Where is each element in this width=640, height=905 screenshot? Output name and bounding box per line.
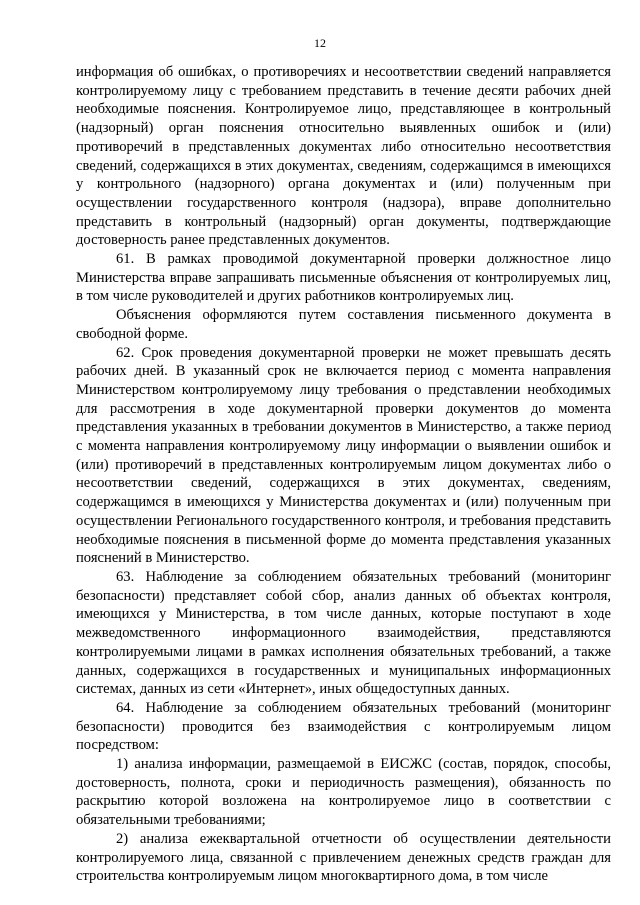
paragraph-62: 62. Срок проведения документарной проверки не может превышать десять рабочих дней. В указанный срок не включается период с момента направления Министерством контролируемому лицу требования о представлении необходимых для рассмотрения в ходе документарной проверки документов до момента представления указанных в требовании документов в Министерство, а также период с момента направления контролируемому лицу информации о выявлении ошибок и (или) противоречий в представленных контролируемым лицом документах либо о несоответствии сведений, содержащихся в этих документах, сведениям, содержащимся в имеющихся у Министерства документах и (или) полученным при осуществлении Регионального государственного контроля, и требования представить необходимые пояснения в письменной форме до момента представления указанных пояснений в Министерство. (76, 344, 611, 567)
paragraph-64: 64. Наблюдение за соблюдением обязательных требований (мониторинг безопасности) проводится без взаимодействия с контролируемым лицом посредством: (76, 699, 611, 754)
list-item-2: 2) анализа ежеквартальной отчетности об осуществлении деятельности контролируемого лица, связанной с привлечением денежных средств граждан для строительства контролируемым лицом многоквартирного дома, в том числе (76, 830, 611, 885)
paragraph-explanations: Объяснения оформляются путем составления письменного документа в свободной форме. (76, 307, 611, 342)
paragraph-continuation: информация об ошибках, о противоречиях и несоответствии сведений направляется контролируемому лицу с требованием представить в течение десяти рабочих дней необходимые пояснения. Контролируемое лицо, представляющее в контрольный (надзорный) орган пояснения относительно выявленных ошибок и (или) противоречий в представленных документах либо относительно несоответствия сведений, содержащихся в этих документах, сведениям, содержащимся в имеющихся у контрольного (надзорного) органа документах и (или) полученным при осуществлении государственного контроля (надзора), вправе дополнительно представить в контрольный (надзорный) орган документы, подтверждающие достоверность ранее представленных документов. (76, 64, 611, 249)
paragraph-63: 63. Наблюдение за соблюдением обязательных требований (мониторинг безопасности) представляет собой сбор, анализ данных об объектах контроля, имеющихся у Министерства, в том числе данных, которые поступают в ходе межведомственного информационного взаимодействия, представляются контролируемыми лицами в рамках исполнения обязательных требований, а также данных, содержащихся в государственных и муниципальных информационных системах, данных из сети «Интернет», иных общедоступных данных. (76, 568, 611, 698)
page-number: 12 (314, 36, 326, 50)
paragraph-61: 61. В рамках проводимой документарной проверки должностное лицо Министерства вправе запрашивать письменные объяснения от контролируемых лиц, в том числе руководителей и других работников контролируемых лиц. (76, 251, 611, 305)
list-item-1: 1) анализа информации, размещаемой в ЕИСЖС (состав, порядок, способы, достоверность, полнота, сроки и периодичность размещения), обязанность по раскрытию которой возложена на контролируемое лицо в соответствии с обязательными требованиями; (76, 756, 611, 829)
document-body (76, 63, 611, 886)
